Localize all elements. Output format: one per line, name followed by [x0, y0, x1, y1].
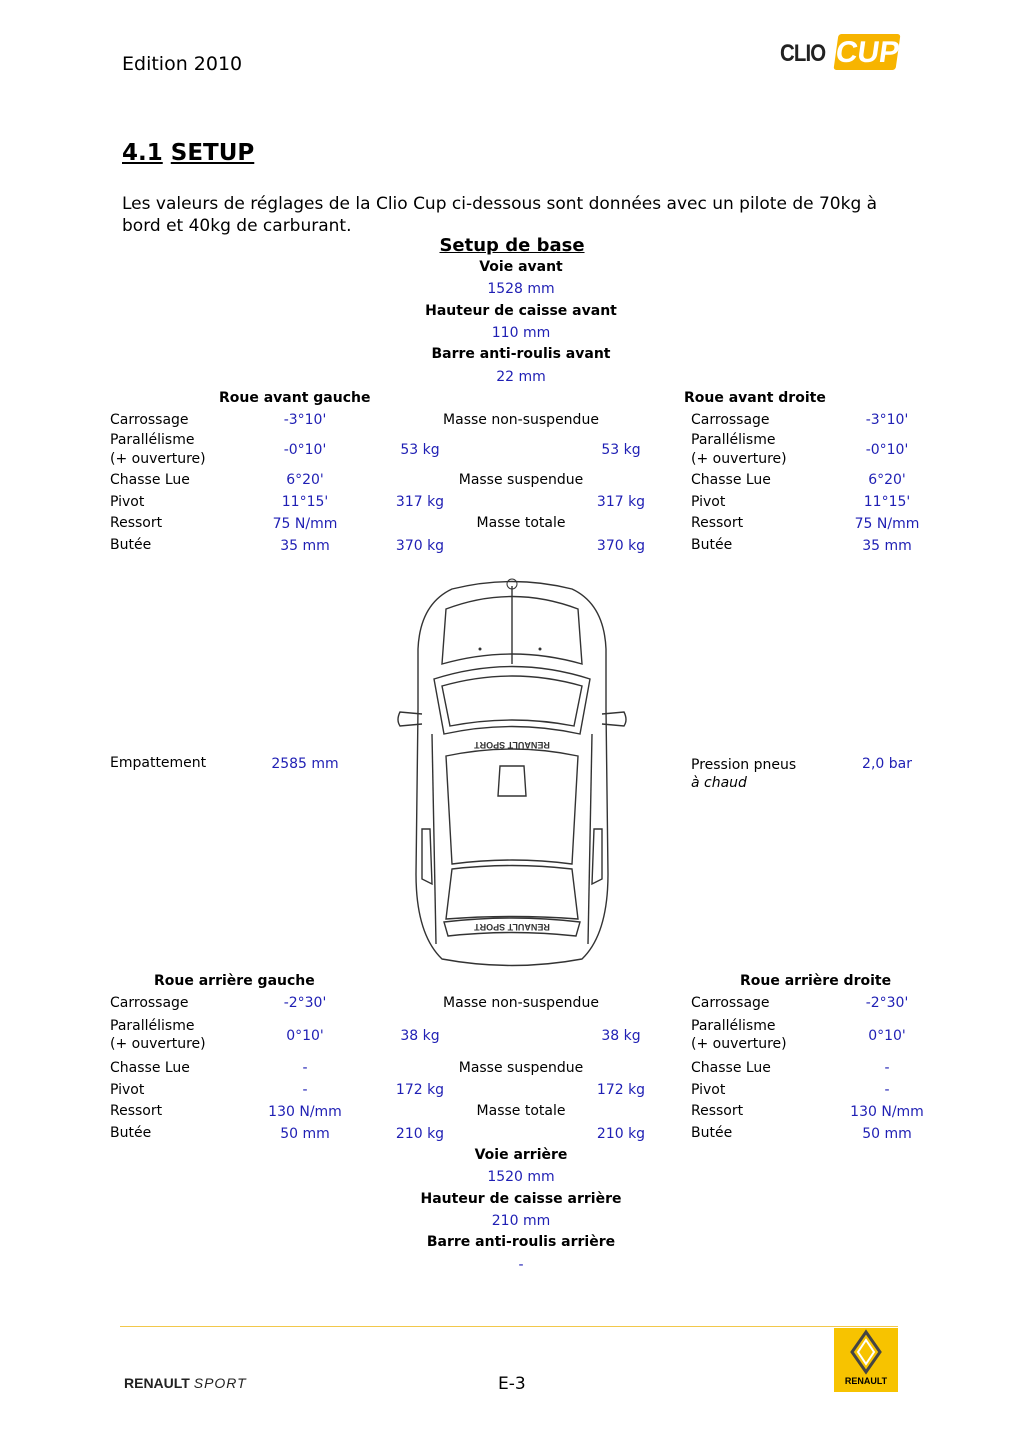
setup-title: Setup de base	[439, 235, 585, 256]
fl-butee-value: 35 mm	[280, 538, 330, 554]
rr-parallelisme-value: 0°10'	[868, 1028, 906, 1044]
rr-pivot-label: Pivot	[691, 1082, 726, 1098]
rl-ressort-value: 130 N/mm	[268, 1104, 342, 1120]
fr-pivot-label: Pivot	[691, 494, 726, 510]
voie-avant-label: Voie avant	[479, 259, 563, 275]
rl-chasse-value: -	[302, 1060, 308, 1076]
fl-chasse-label: Chasse Lue	[110, 472, 190, 488]
fr-chasse-label: Chasse Lue	[691, 472, 771, 488]
section-heading	[122, 140, 254, 166]
rl-parallelisme-label: Parallélisme	[110, 1018, 195, 1034]
fl-ressort-value: 75 N/mm	[272, 516, 338, 532]
front-non-susp-right: 53 kg	[601, 442, 641, 458]
front-left-title: Roue avant gauche	[219, 390, 371, 406]
rl-chasse-label: Chasse Lue	[110, 1060, 190, 1076]
rear-right-title: Roue arrière droite	[740, 973, 892, 989]
rr-butee-label: Butée	[691, 1125, 733, 1141]
rear-non-susp-right: 38 kg	[601, 1028, 641, 1044]
pression-label: Pression pneus	[691, 757, 797, 773]
front-susp-left: 317 kg	[395, 494, 445, 510]
fr-ouverture-label: (+ ouverture)	[691, 451, 787, 467]
front-non-susp-label: Masse non-suspendue	[443, 412, 599, 428]
rr-chasse-label: Chasse Lue	[691, 1060, 771, 1076]
rear-non-susp-label: Masse non-suspendue	[443, 995, 599, 1011]
fl-parallelisme-label: Parallélisme	[110, 432, 195, 448]
rr-butee-value: 50 mm	[862, 1126, 912, 1142]
rl-ouverture-label: (+ ouverture)	[110, 1036, 206, 1052]
empattement-value: 2585 mm	[271, 756, 339, 772]
fr-butee-label: Butée	[691, 537, 733, 553]
barre-avant-value: 22 mm	[496, 369, 546, 385]
hauteur-arriere-label: Hauteur de caisse arrière	[420, 1191, 622, 1207]
front-susp-right: 317 kg	[596, 494, 646, 510]
renault-logo-text: RENAULT	[844, 1376, 888, 1386]
rs-logo-sub: SPORT	[193, 1375, 247, 1391]
section-title: SETUP	[170, 140, 255, 166]
fl-pivot-label: Pivot	[110, 494, 145, 510]
fr-chasse-value: 6°20'	[868, 472, 906, 488]
rl-ressort-label: Ressort	[110, 1103, 163, 1119]
rear-total-label: Masse totale	[476, 1103, 566, 1119]
fl-carrossage-label: Carrossage	[110, 412, 189, 428]
fl-butee-label: Butée	[110, 537, 152, 553]
logo-cup-text: CUP	[833, 36, 902, 69]
fl-pivot-value: 11°15'	[281, 494, 329, 510]
fr-pivot-value: 11°15'	[863, 494, 911, 510]
rr-carrossage-label: Carrossage	[691, 995, 770, 1011]
rl-pivot-value: -	[302, 1082, 308, 1098]
front-non-susp-left: 53 kg	[400, 442, 440, 458]
car-top-view-diagram	[392, 574, 632, 974]
fr-ressort-value: 75 N/mm	[854, 516, 920, 532]
rl-carrossage-value: -2°30'	[283, 995, 327, 1011]
front-total-label: Masse totale	[476, 515, 566, 531]
intro-paragraph: Les valeurs de réglages de la Clio Cup ci-dessous sont données avec un pilote de 70kg à bord et 40kg de carburant.	[122, 194, 878, 236]
rear-susp-label: Masse suspendue	[458, 1060, 584, 1076]
hauteur-arriere-value: 210 mm	[491, 1213, 551, 1229]
barre-avant-label: Barre anti-roulis avant	[431, 346, 611, 362]
rl-parallelisme-value: 0°10'	[286, 1028, 324, 1044]
renault-diamond-icon	[834, 1328, 898, 1376]
fr-parallelisme-value: -0°10'	[865, 442, 909, 458]
page-number: E-3	[498, 1374, 526, 1394]
footer-divider	[120, 1326, 898, 1327]
section-number: 4.1	[122, 140, 163, 166]
rr-ressort-label: Ressort	[691, 1103, 744, 1119]
rs-logo-main: RENAULT	[124, 1375, 190, 1391]
car-hood-branding: RENAULT SPORT	[474, 740, 550, 750]
fr-parallelisme-label: Parallélisme	[691, 432, 776, 448]
barre-arriere-value: -	[518, 1257, 524, 1273]
voie-avant-value: 1528 mm	[487, 281, 555, 297]
car-spoiler-branding: RENAULT SPORT	[474, 922, 550, 932]
rr-carrossage-value: -2°30'	[865, 995, 909, 1011]
pression-value: 2,0 bar	[862, 756, 912, 772]
rear-susp-left: 172 kg	[395, 1082, 445, 1098]
fl-parallelisme-value: -0°10'	[283, 442, 327, 458]
fl-chasse-value: 6°20'	[286, 472, 324, 488]
rear-left-title: Roue arrière gauche	[154, 973, 315, 989]
fr-ressort-label: Ressort	[691, 515, 744, 531]
voie-arriere-label: Voie arrière	[474, 1147, 568, 1163]
rear-susp-right: 172 kg	[596, 1082, 646, 1098]
rr-ouverture-label: (+ ouverture)	[691, 1036, 787, 1052]
rl-carrossage-label: Carrossage	[110, 995, 189, 1011]
front-right-title: Roue avant droite	[684, 390, 826, 406]
fr-carrossage-value: -3°10'	[865, 412, 909, 428]
fl-ressort-label: Ressort	[110, 515, 163, 531]
fr-carrossage-label: Carrossage	[691, 412, 770, 428]
logo-clio-text: CLIO	[780, 40, 826, 67]
barre-arriere-label: Barre anti-roulis arrière	[426, 1234, 616, 1250]
edition-label: Edition 2010	[122, 53, 243, 75]
voie-arriere-value: 1520 mm	[487, 1169, 555, 1185]
fl-ouverture-label: (+ ouverture)	[110, 451, 206, 467]
rr-parallelisme-label: Parallélisme	[691, 1018, 776, 1034]
rr-ressort-value: 130 N/mm	[850, 1104, 924, 1120]
front-susp-label: Masse suspendue	[458, 472, 584, 488]
pression-sub: à chaud	[691, 775, 747, 791]
renault-logo	[834, 1328, 898, 1392]
hauteur-avant-value: 110 mm	[491, 325, 551, 341]
rl-butee-value: 50 mm	[280, 1126, 330, 1142]
hauteur-avant-label: Hauteur de caisse avant	[425, 303, 617, 319]
rl-pivot-label: Pivot	[110, 1082, 145, 1098]
renault-sport-logo	[124, 1375, 247, 1391]
rear-total-right: 210 kg	[596, 1126, 646, 1142]
empattement-label: Empattement	[110, 755, 207, 771]
rear-total-left: 210 kg	[395, 1126, 445, 1142]
rr-chasse-value: -	[884, 1060, 890, 1076]
rl-butee-label: Butée	[110, 1125, 152, 1141]
front-total-right: 370 kg	[596, 538, 646, 554]
rr-pivot-value: -	[884, 1082, 890, 1098]
front-total-left: 370 kg	[395, 538, 445, 554]
fr-butee-value: 35 mm	[862, 538, 912, 554]
fl-carrossage-value: -3°10'	[283, 412, 327, 428]
rear-non-susp-left: 38 kg	[400, 1028, 440, 1044]
